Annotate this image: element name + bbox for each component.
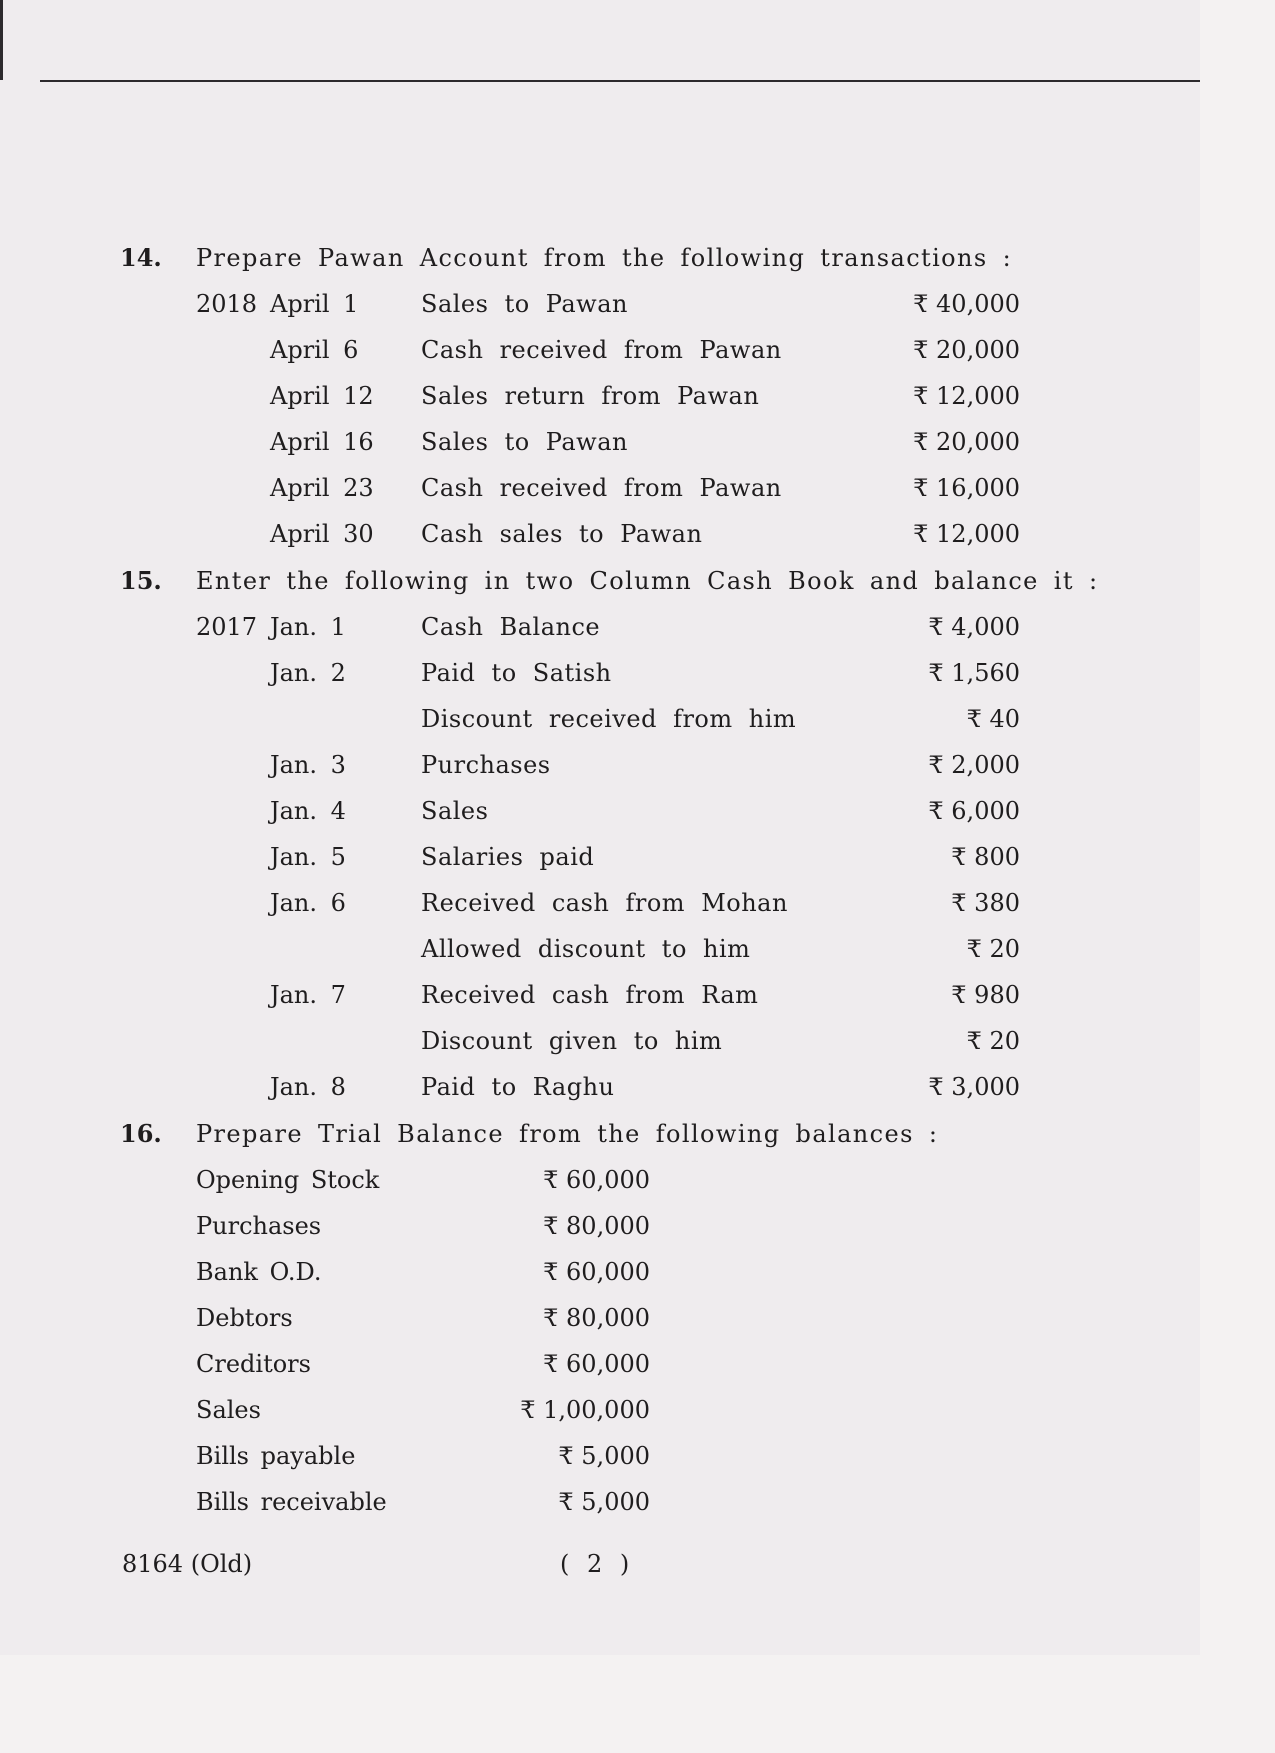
entry-description: Discount received from him [421, 705, 797, 733]
question-number: 16. [120, 1119, 162, 1148]
entry-date: April 30 [270, 520, 374, 548]
entry-amount: ₹ 12,000 [913, 382, 1020, 410]
balance-item [0, 1346, 1200, 1382]
balance-amount: ₹ 1,00,000 [520, 1396, 650, 1424]
balance-amount: ₹ 5,000 [558, 1488, 650, 1516]
entry-amount: ₹ 12,000 [913, 520, 1020, 548]
entry-description: Received cash from Ram [421, 981, 759, 1009]
entry-date: Jan. 3 [270, 751, 346, 779]
scan-edge-mark [0, 0, 3, 80]
question-16-heading [0, 1116, 1200, 1152]
entry-date: April 16 [270, 428, 374, 456]
ledger-entry [0, 378, 1200, 414]
balance-name: Sales [196, 1396, 261, 1424]
cashbook-entry [0, 655, 1200, 691]
cashbook-entry [0, 977, 1200, 1013]
entry-description: Discount given to him [421, 1027, 723, 1055]
entry-date: April 1 [270, 290, 359, 318]
question-number: 15. [120, 566, 162, 595]
ledger-entry [0, 424, 1200, 460]
cashbook-entry [0, 1023, 1200, 1059]
entry-year: 2017 [196, 613, 258, 641]
balance-amount: ₹ 80,000 [543, 1304, 650, 1332]
question-prompt: Prepare Trial Balance from the following balances : [196, 1120, 939, 1148]
entry-amount: ₹ 40 [966, 705, 1020, 733]
entry-description: Paid to Satish [421, 659, 612, 687]
paper-code: 8164 (Old) [122, 1550, 253, 1578]
entry-amount: ₹ 380 [951, 889, 1020, 917]
entry-date: Jan. 7 [270, 981, 346, 1009]
entry-description: Allowed discount to him [421, 935, 751, 963]
question-15-heading [0, 563, 1200, 599]
balance-name: Debtors [196, 1304, 293, 1332]
balance-name: Opening Stock [196, 1166, 380, 1194]
balance-amount: ₹ 5,000 [558, 1442, 650, 1470]
entry-description: Salaries paid [421, 843, 595, 871]
balance-amount: ₹ 60,000 [543, 1258, 650, 1286]
balance-amount: ₹ 60,000 [543, 1166, 650, 1194]
entry-amount: ₹ 2,000 [928, 751, 1020, 779]
question-number: 14. [120, 243, 162, 272]
entry-amount: ₹ 6,000 [928, 797, 1020, 825]
entry-amount: ₹ 800 [951, 843, 1020, 871]
balance-item [0, 1484, 1200, 1520]
entry-amount: ₹ 20,000 [913, 428, 1020, 456]
entry-description: Paid to Raghu [421, 1073, 615, 1101]
entry-description: Sales to Pawan [421, 428, 628, 456]
question-14-heading [0, 240, 1200, 276]
cashbook-entry [0, 747, 1200, 783]
entry-date: Jan. 8 [270, 1073, 346, 1101]
entry-date: April 12 [270, 382, 374, 410]
entry-date: April 23 [270, 474, 374, 502]
balance-item [0, 1162, 1200, 1198]
balance-name: Bills payable [196, 1442, 356, 1470]
entry-description: Cash received from Pawan [421, 474, 782, 502]
cashbook-entry [0, 793, 1200, 829]
entry-date: Jan. 5 [270, 843, 346, 871]
cashbook-entry [0, 1069, 1200, 1105]
top-rule [40, 80, 1200, 82]
cashbook-entry [0, 701, 1200, 737]
entry-amount: ₹ 3,000 [928, 1073, 1020, 1101]
cashbook-entry [0, 931, 1200, 967]
balance-item [0, 1392, 1200, 1428]
entry-description: Sales return from Pawan [421, 382, 760, 410]
entry-year: 2018 [196, 290, 258, 318]
balance-name: Creditors [196, 1350, 311, 1378]
balance-item [0, 1438, 1200, 1474]
entry-amount: ₹ 20,000 [913, 336, 1020, 364]
entry-date: Jan. 1 [270, 613, 346, 641]
entry-description: Purchases [421, 751, 551, 779]
entry-description: Cash received from Pawan [421, 336, 782, 364]
entry-amount: ₹ 20 [966, 1027, 1020, 1055]
entry-amount: ₹ 40,000 [913, 290, 1020, 318]
entry-amount: ₹ 4,000 [928, 613, 1020, 641]
entry-date: April 6 [270, 336, 359, 364]
entry-amount: ₹ 20 [966, 935, 1020, 963]
entry-description: Received cash from Mohan [421, 889, 788, 917]
balance-item [0, 1208, 1200, 1244]
balance-item [0, 1254, 1200, 1290]
entry-description: Cash Balance [421, 613, 601, 641]
entry-description: Cash sales to Pawan [421, 520, 703, 548]
cashbook-entry [0, 839, 1200, 875]
question-prompt: Enter the following in two Column Cash Book and balance it : [196, 567, 1099, 595]
page-number: ( 2 ) [560, 1550, 630, 1578]
entry-date: Jan. 4 [270, 797, 346, 825]
ledger-entry [0, 332, 1200, 368]
balance-name: Purchases [196, 1212, 322, 1240]
cashbook-entry [0, 885, 1200, 921]
entry-description: Sales to Pawan [421, 290, 628, 318]
ledger-entry [0, 286, 1200, 322]
entry-amount: ₹ 1,560 [928, 659, 1020, 687]
balance-item [0, 1300, 1200, 1336]
ledger-entry [0, 516, 1200, 552]
balance-amount: ₹ 80,000 [543, 1212, 650, 1240]
entry-date: Jan. 6 [270, 889, 346, 917]
question-prompt: Prepare Pawan Account from the following transactions : [196, 244, 1013, 272]
balance-amount: ₹ 60,000 [543, 1350, 650, 1378]
entry-amount: ₹ 16,000 [913, 474, 1020, 502]
entry-amount: ₹ 980 [951, 981, 1020, 1009]
entry-description: Sales [421, 797, 489, 825]
cashbook-entry [0, 609, 1200, 645]
balance-name: Bank O.D. [196, 1258, 322, 1286]
balance-name: Bills receivable [196, 1488, 387, 1516]
ledger-entry [0, 470, 1200, 506]
entry-date: Jan. 2 [270, 659, 346, 687]
